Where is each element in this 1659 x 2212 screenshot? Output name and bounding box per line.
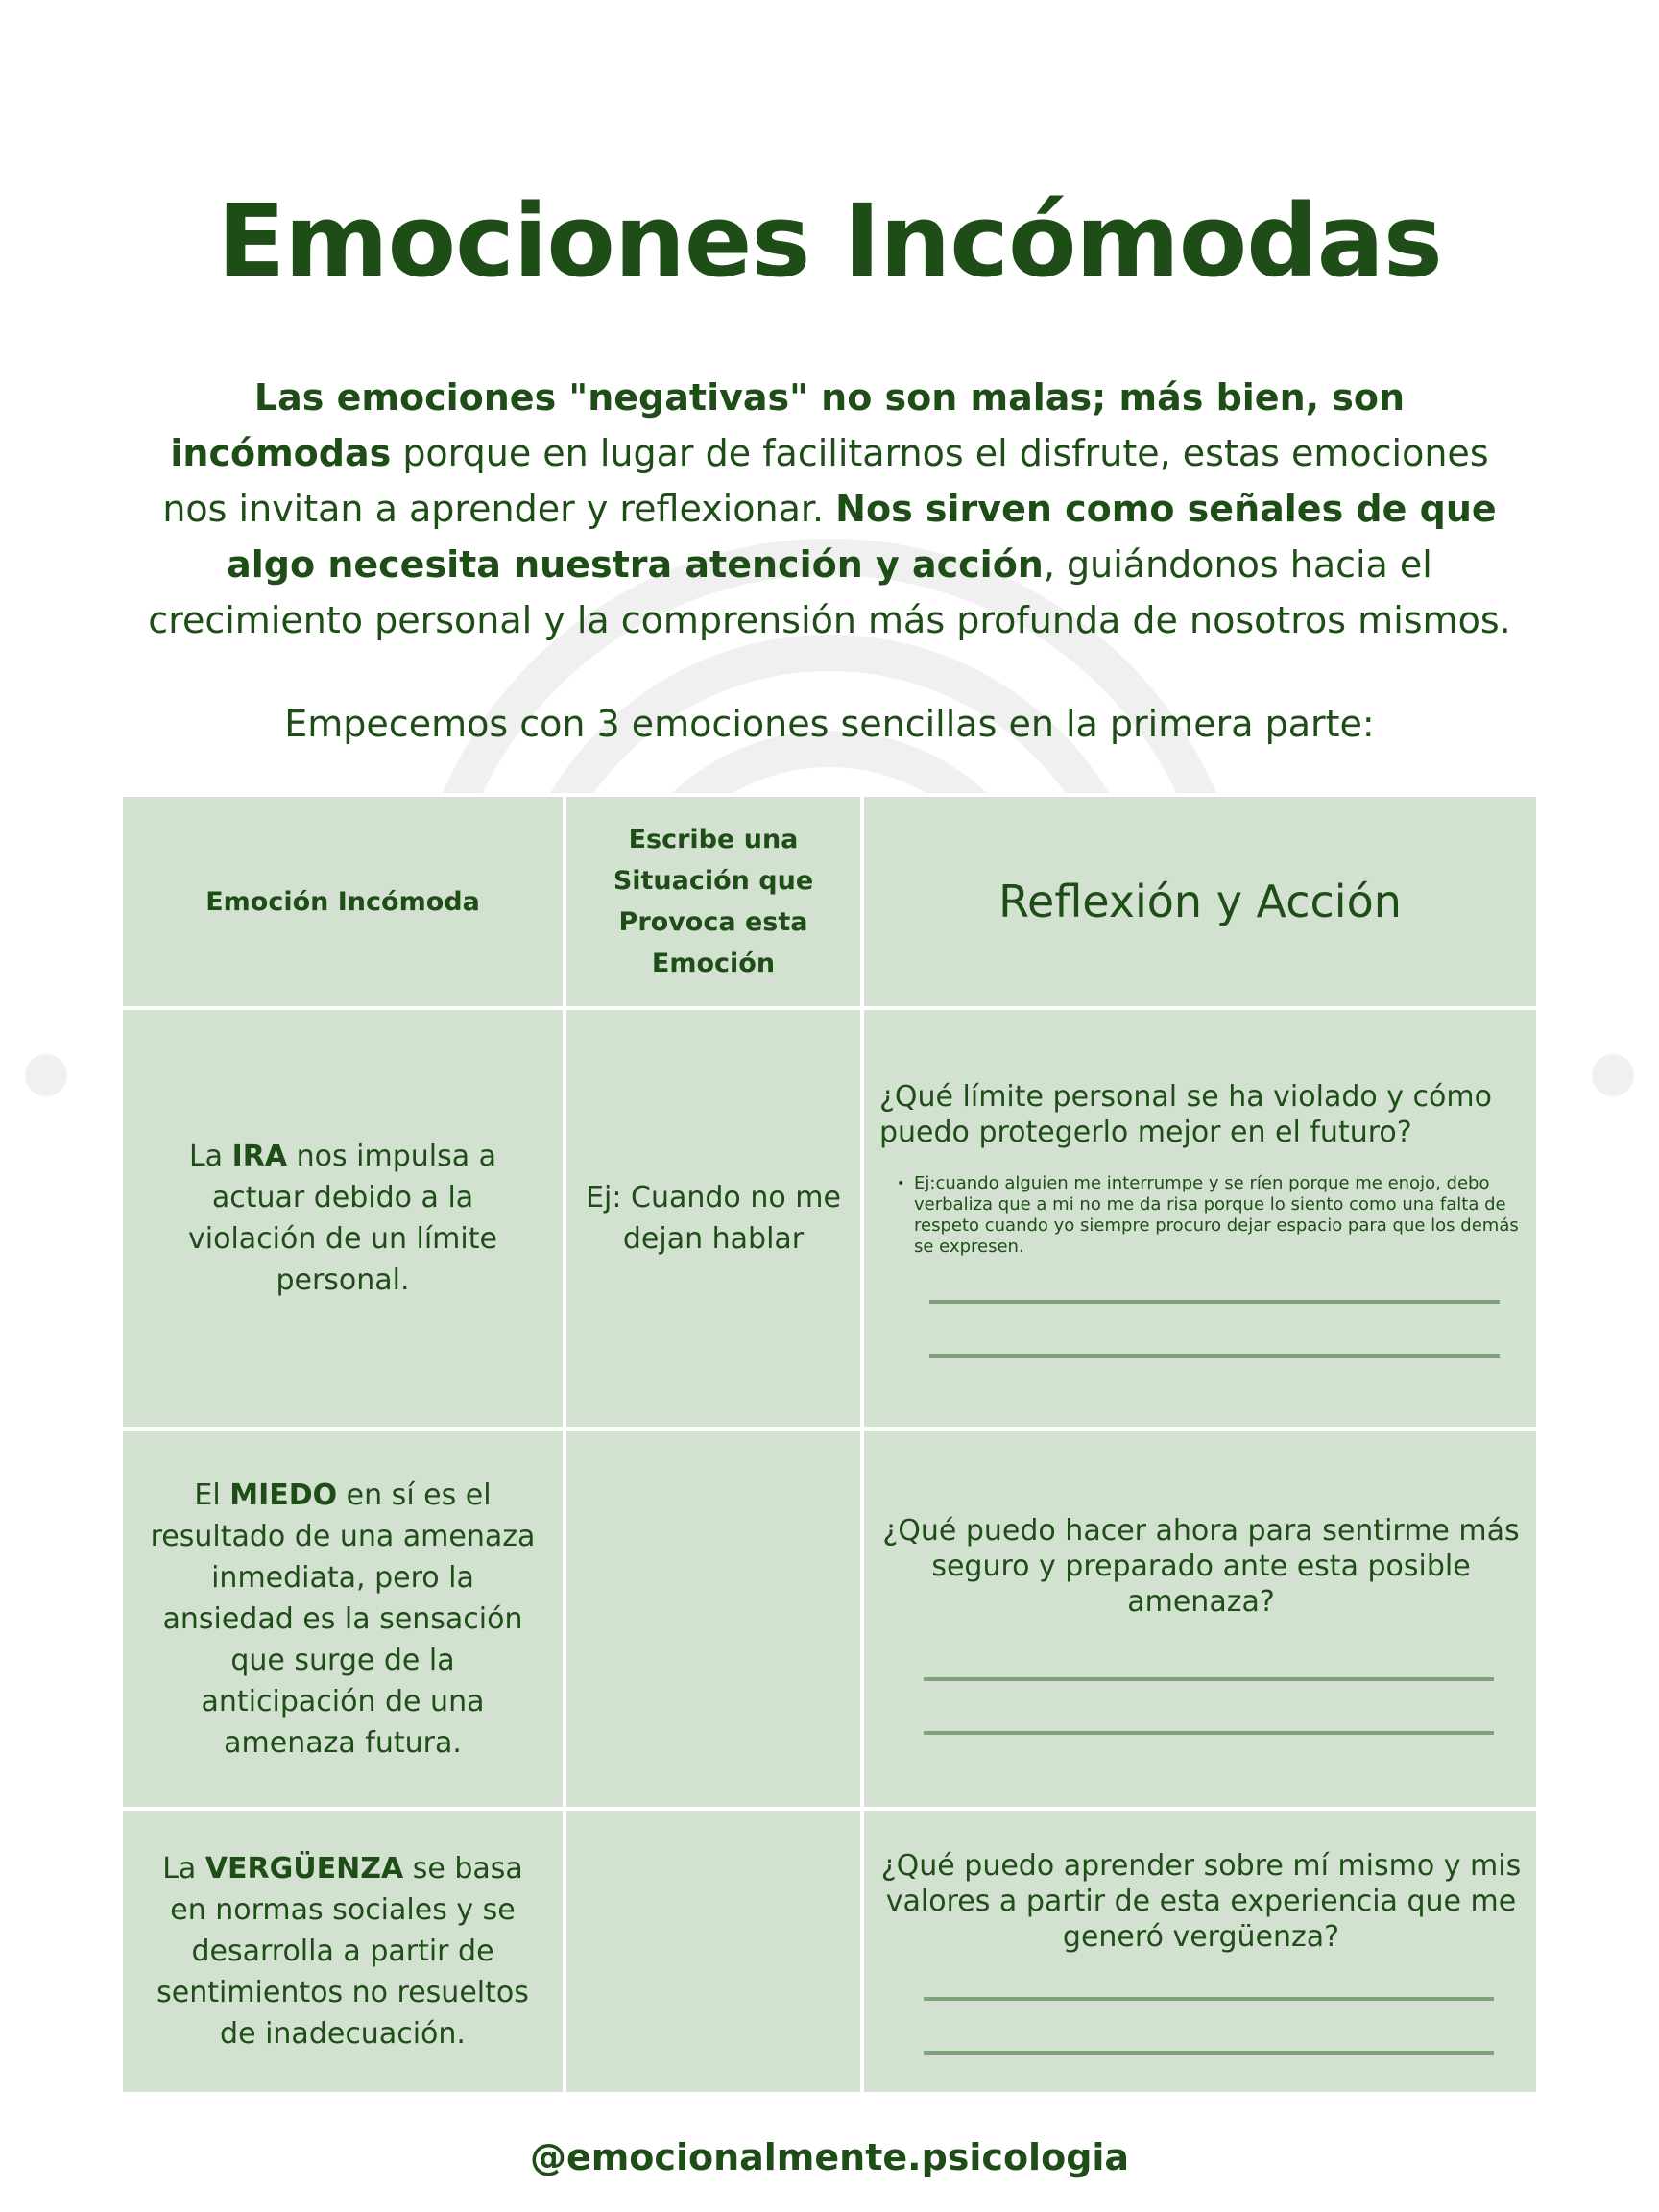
page-title: Emociones Incómodas [217, 182, 1442, 300]
reflection-cell-miedo [862, 1429, 1538, 1809]
situation-cell-miedo[interactable] [565, 1429, 862, 1809]
reflection-cell-verguenza [862, 1809, 1538, 2094]
intro-bold-1: Las emociones "negativas" no son malas; más bien, son incómodas [170, 376, 1406, 474]
table-row [121, 1429, 1538, 1809]
situation-cell-ira[interactable]: Ej: Cuando no me dejan hablar [565, 1008, 862, 1429]
table-row [121, 1008, 1538, 1429]
table-row [121, 1809, 1538, 2094]
answer-line[interactable] [924, 1731, 1494, 1735]
answer-line[interactable] [924, 1997, 1494, 2001]
answer-line[interactable] [929, 1300, 1500, 1304]
answer-line[interactable] [924, 1677, 1494, 1681]
emotion-cell-ira [121, 1008, 565, 1429]
reflection-question: ¿Qué límite personal se ha violado y cómo puedo protegerlo mejor en el futuro? [879, 1080, 1492, 1149]
intro-text-2: , guiándonos hacia el crecimiento personal y la comprensión más profunda de nosotros mismos. [148, 543, 1511, 641]
reflection-question: ¿Qué puedo aprender sobre mí mismo y mis valores a partir de esta experiencia que me generó vergüenza? [880, 1849, 1522, 1954]
answer-line[interactable] [924, 2051, 1494, 2055]
emotion-keyword-verguenza: VERGÜENZA [204, 1852, 404, 1886]
emotions-table [119, 793, 1540, 2092]
emotion-cell-miedo [121, 1429, 565, 1809]
emotion-pre: El [194, 1478, 230, 1512]
emotion-cell-verguenza [121, 1809, 565, 2094]
intro-text-1: porque en lugar de facilitarnos el disfrute, estas emociones nos invitan a aprender y reflexionar. [162, 432, 1489, 530]
emotion-description: nos impulsa a actuar debido a la violación de un límite personal. [188, 1140, 497, 1297]
header-situation: Escribe una Situación que Provoca esta Emoción [565, 795, 862, 1008]
emotion-pre: La [162, 1852, 205, 1886]
table-header-row [121, 795, 1538, 1008]
intro-bold-2: Nos sirven como señales de que algo necesita nuestra atención y acción [227, 488, 1497, 586]
reflection-cell-ira [862, 1008, 1538, 1429]
emotion-description: se basa en normas sociales y se desarrolla a partir de sentimientos no resueltos de inadecuación. [156, 1852, 529, 2051]
emotion-keyword-miedo: MIEDO [229, 1478, 338, 1512]
header-reflection: Reflexión y Acción [862, 795, 1538, 1008]
reflection-question: ¿Qué puedo hacer ahora para sentirme más seguro y preparado ante esta posible amenaza? [882, 1513, 1520, 1619]
example-bullet: • Ej:cuando alguien me interrumpe y se ríen porque me enojo, debo verbaliza que a mi no me da risa porque lo siento como una falta de respeto cuando yo siempre procuro dejar espacio para que los demás se expresen. [897, 1173, 1523, 1258]
section-subtitle: Empecemos con 3 emociones sencillas en la primera parte: [284, 703, 1375, 745]
emotion-description: en sí es el resultado de una amenaza inmediata, pero la ansiedad es la sensación que surge de la anticipación de una amenaza futura. [150, 1478, 536, 1760]
emotion-pre: La [188, 1140, 232, 1173]
footer-handle: @emocionalmente.psicologia [529, 2136, 1130, 2178]
emotion-keyword-ira: IRA [231, 1140, 288, 1173]
header-emotion: Emoción Incómoda [121, 795, 565, 1008]
intro-paragraph [144, 370, 1515, 648]
situation-cell-verguenza[interactable] [565, 1809, 862, 2094]
answer-line[interactable] [929, 1354, 1500, 1358]
